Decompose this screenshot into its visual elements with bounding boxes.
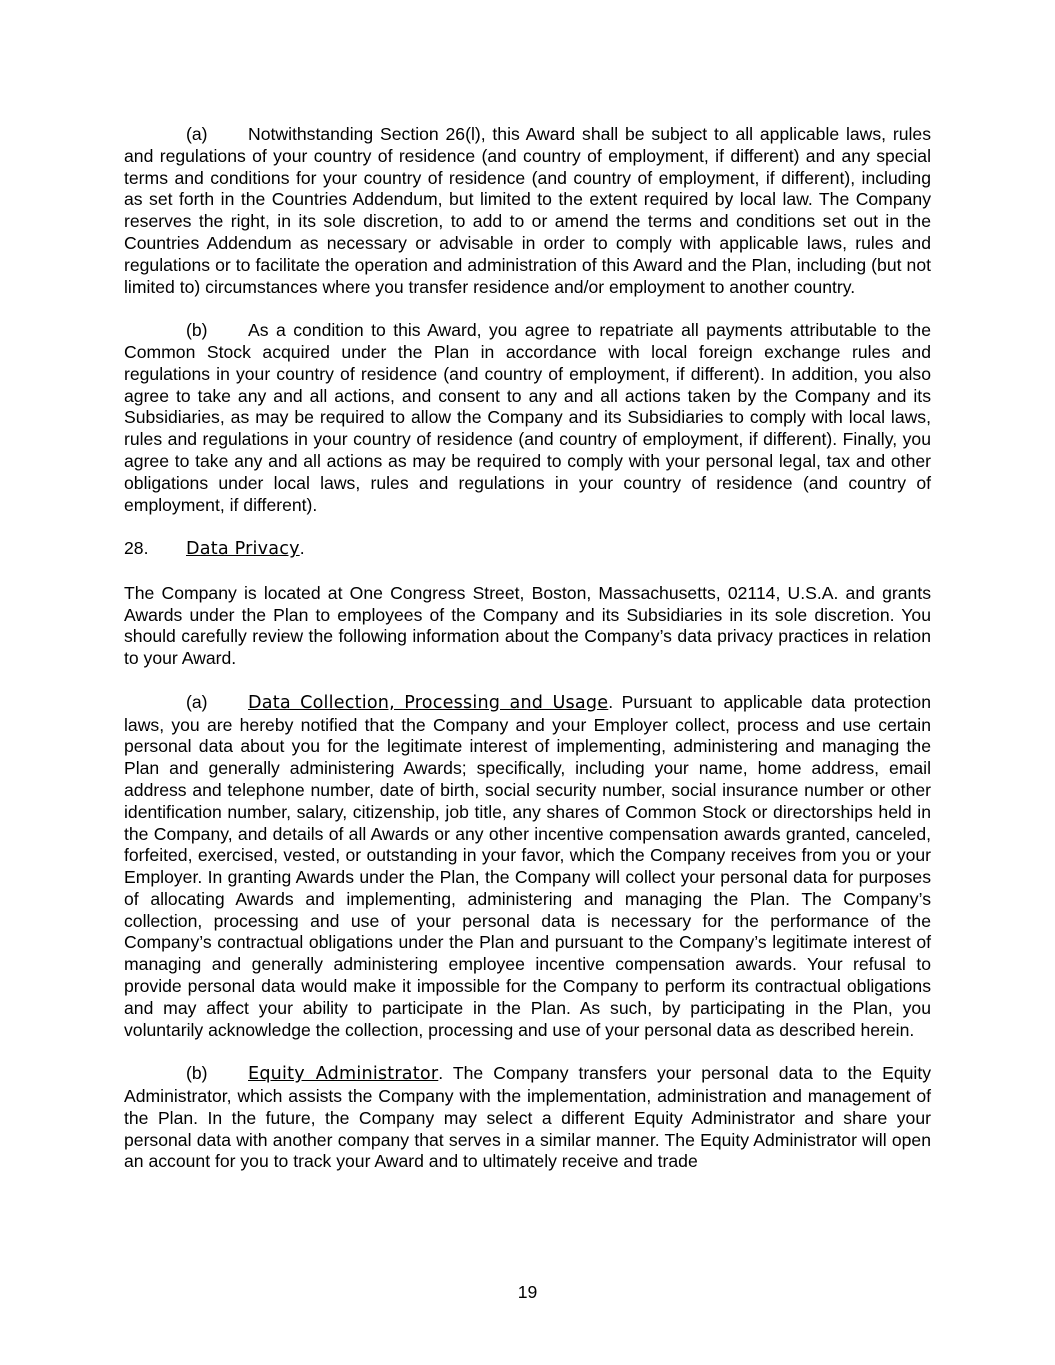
document-page <box>124 124 931 1195</box>
section-title: Data Privacy <box>186 539 300 560</box>
section-title-suffix: . <box>299 538 305 559</box>
paragraph-28a <box>124 692 931 1042</box>
paragraph-heading-suffix: . <box>608 691 614 712</box>
paragraph-text: Notwithstanding Section 26(l), this Award shall be subject to all applicable laws, rules and regulations of your country of residence (and country of employment, if different) and any special terms and conditions for your country of residence (and country of employment, if different), including as set forth in the Countries Addendum, but limited to the extent required by local law. The Company reserves the right, in its sole discretion, to add to or amend the terms and conditions set out in the Countries Addendum as necessary or advisable in order to comply with applicable laws, rules and regulations or to facilitate the operation and administration of this Award and the Plan, including (but not limited to) circumstances where you transfer residence and/or employment to another country. <box>124 124 931 297</box>
paragraph-label: (b) <box>186 1063 208 1084</box>
section-number: 28. <box>124 538 149 559</box>
paragraph-heading-suffix: . <box>438 1063 444 1084</box>
paragraph-28-intro: The Company is located at One Congress Street, Boston, Massachusetts, 02114, U.S.A. and grants Awards under the Plan to employees of the Company and its Subsidiaries in its sole discretion. You should carefully review the following information about the Company’s data privacy practices in relation to your Award. <box>124 582 931 669</box>
paragraph-label: (a) <box>186 691 208 712</box>
paragraph-text: Pursuant to applicable data protection laws, you are hereby notified that the Company and your Employer collect, process and use certain personal data about you for the legitimate interest of implementing, administering and managing the Plan and generally administering Awards; specifically, including your name, home address, email address and telephone number, date of birth, social security number, social insurance number or other identification number, salary, citizenship, job title, any shares of Common Stock or directorships held in the Company, and details of all Awards or any other incentive compensation awards granted, canceled, forfeited, exercised, vested, or outstanding in your favor, which the Company receives from you or your Employer. In granting Awards under the Plan, the Company will collect your personal data for purposes of allocating Awards and implementing, administering and managing the Plan. The Company’s collection, processing and use of your personal data is necessary for the performance of the Company’s contractual obligations under the Plan and pursuant to the Company’s legitimate interest of managing and generally administering employee incentive compensation awards. Your refusal to provide personal data would make it impossible for the Company to perform its contractual obligations and may affect your ability to participate in the Plan. As such, by participating in the Plan, you voluntarily acknowledge the collection, processing and use of your personal data as described herein. <box>124 691 931 1040</box>
paragraph-text: The Company transfers your personal data to the Equity Administrator, which assists the Company with the implementation, administration and management of the Plan. In the future, the Company may select a different Equity Administrator and share your personal data with another company that serves in a similar manner. The Equity Administrator will open an account for you to track your Award and to ultimately receive and trade <box>124 1063 932 1172</box>
paragraph-heading: Equity Administrator <box>248 1064 439 1085</box>
paragraph-27a <box>124 124 931 298</box>
paragraph-label: (a) <box>186 124 208 144</box>
paragraph-28b <box>124 1063 931 1173</box>
paragraph-27b <box>124 320 931 516</box>
section-28-heading <box>124 538 931 561</box>
paragraph-heading: Data Collection, Processing and Usage <box>248 692 609 713</box>
paragraph-text: As a condition to this Award, you agree to repatriate all payments attributable to the Common Stock acquired under the Plan in accordance with local foreign exchange rules and regulations in your country of residence (and country of employment, if different). In addition, you also agree to take any and all actions, and consent to any and all actions taken by the Company and its Subsidiaries, as may be required to allow the Company and its Subsidiaries to comply with local laws, rules and regulations in your country of residence (and country of employment, if different). Finally, you agree to take any and all actions as may be required to comply with your personal legal, tax and other obligations under local laws, rules and regulations in your country of residence (and country of employment, if different). <box>124 320 931 515</box>
paragraph-label: (b) <box>186 320 208 341</box>
page-number: 19 <box>517 1282 538 1302</box>
